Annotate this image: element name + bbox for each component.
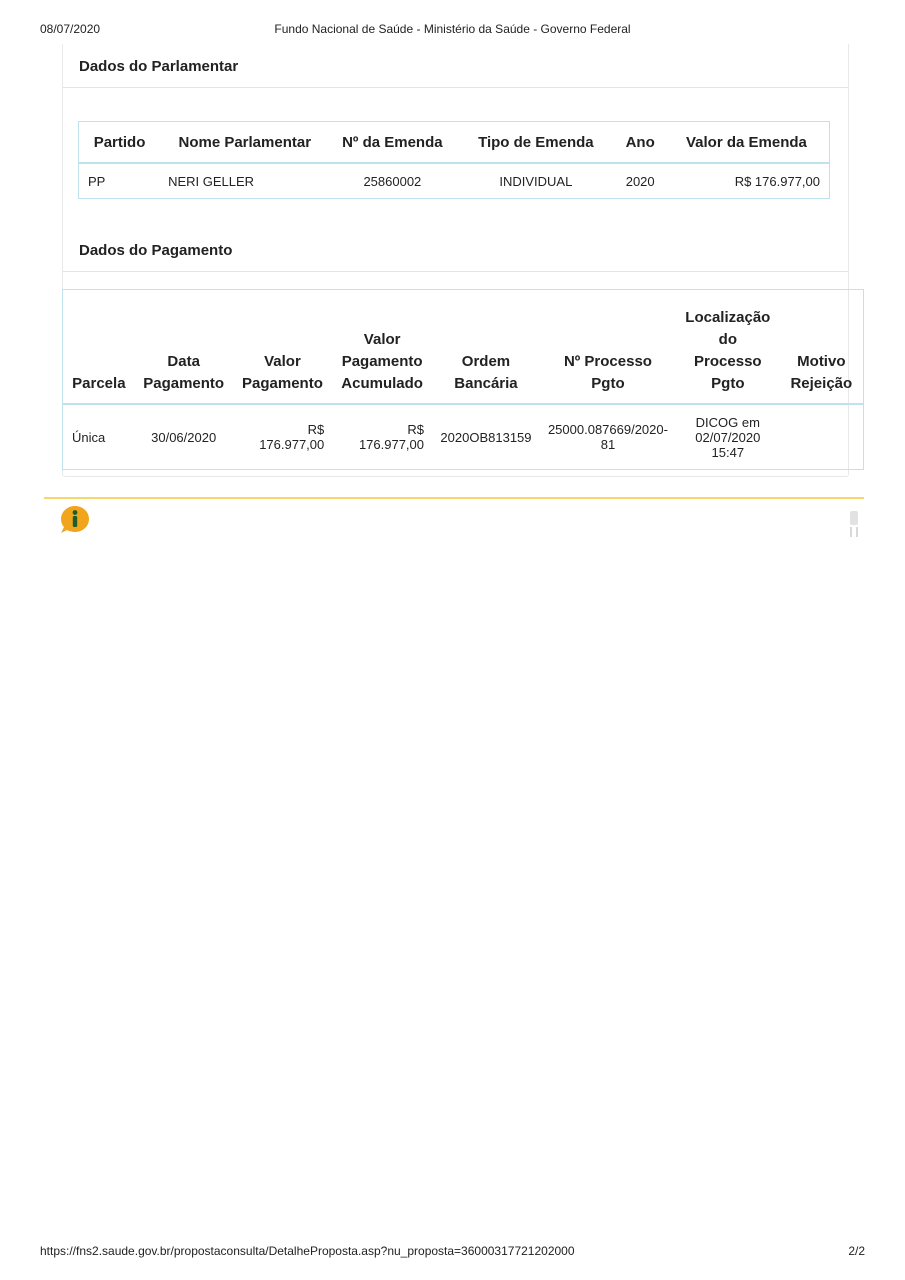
table-cell: 2020OB813159	[440, 429, 532, 445]
parlamentar-table	[78, 121, 830, 199]
col-header: Valor da Emenda	[664, 122, 830, 164]
col-header: Valor Pagamento Acumulado	[332, 290, 432, 405]
table-cell: INDIVIDUAL	[499, 173, 573, 189]
col-header: Parcela	[63, 290, 135, 405]
table-cell: R$ 176.977,00	[259, 422, 325, 452]
parlamentar-divider	[63, 87, 848, 88]
col-header: Data Pagamento	[135, 290, 233, 405]
footer-accent-line	[44, 497, 864, 499]
table-header-row	[63, 290, 864, 405]
page-number: 2/2	[848, 1244, 865, 1258]
table-cell: 25000.087669/2020- 81	[547, 422, 668, 452]
table-cell: DICOG em 02/07/2020 15:47	[695, 414, 761, 460]
parlamentar-title: Dados do Parlamentar	[79, 58, 239, 75]
col-header: Valor Pagamento	[233, 290, 333, 405]
table-cell: 30/06/2020	[151, 429, 217, 445]
pagamento-divider	[63, 271, 848, 272]
col-header: Partido	[79, 122, 161, 164]
col-header: Tipo de Emenda	[455, 122, 616, 164]
table-cell: 2020	[625, 173, 655, 189]
table-header-row	[79, 122, 830, 164]
pagamento-table	[62, 289, 864, 470]
col-header: Motivo Rejeição	[780, 290, 864, 405]
col-header: Nº Processo Pgto	[540, 290, 676, 405]
table-cell	[780, 404, 864, 470]
col-header: Nome Parlamentar	[160, 122, 329, 164]
table-cell: Única	[72, 429, 106, 445]
col-header: Ano	[616, 122, 663, 164]
side-handle-icon[interactable]	[848, 510, 860, 538]
table-row	[79, 163, 830, 199]
col-header: Localização do Processo Pgto	[676, 290, 780, 405]
table-cell: 25860002	[363, 173, 422, 189]
table-cell: R$ 176.977,00	[734, 173, 820, 189]
info-icon[interactable]	[59, 505, 91, 535]
print-title: Fundo Nacional de Saúde - Ministério da Saúde - Governo Federal	[274, 22, 631, 36]
print-date: 08/07/2020	[40, 22, 101, 36]
print-url: https://fns2.saude.gov.br/propostaconsulta/DetalheProposta.asp?nu_proposta=36000317721202000	[40, 1244, 575, 1258]
col-header: Ordem Bancária	[432, 290, 540, 405]
table-cell: PP	[88, 173, 106, 189]
col-header: Nº da Emenda	[329, 122, 455, 164]
table-cell: R$ 176.977,00	[358, 422, 425, 452]
table-cell: NERI GELLER	[168, 173, 255, 189]
table-row	[63, 404, 864, 470]
pagamento-title: Dados do Pagamento	[79, 242, 233, 259]
